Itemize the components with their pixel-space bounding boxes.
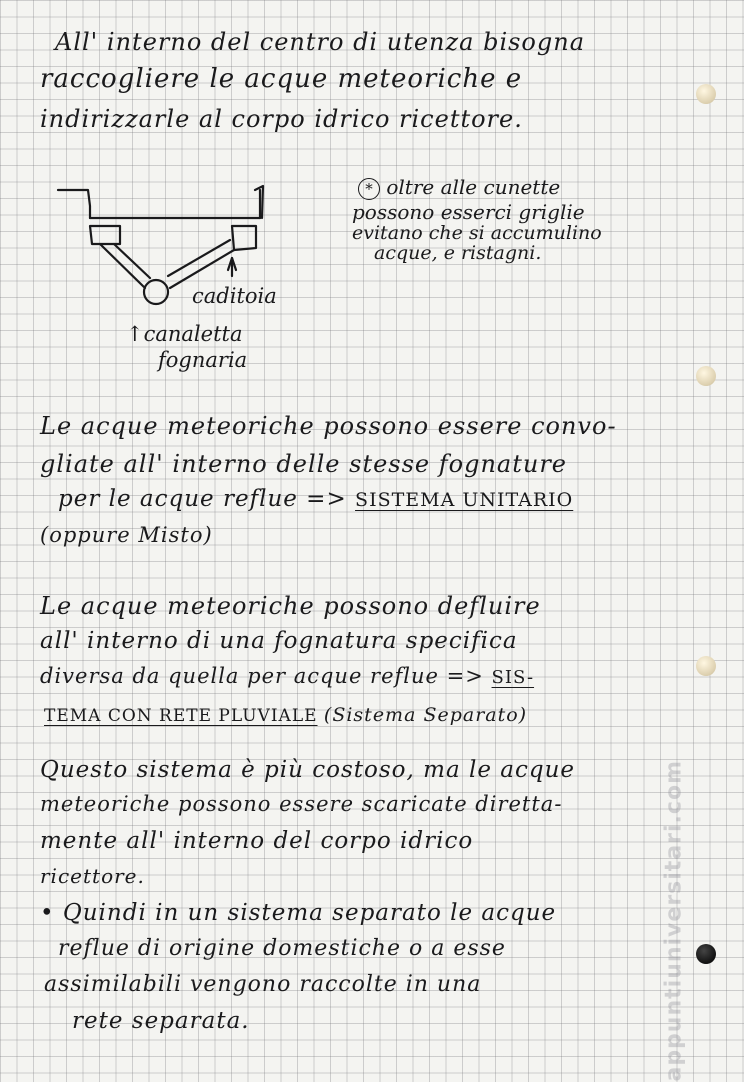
note-line: evitano che si accumulino (352, 222, 602, 244)
text-line: • Quindi in un sistema separato le acque (40, 900, 557, 926)
sistema-pluviale-term: SIS- (491, 667, 535, 688)
arrow-up-icon: ↑ (126, 322, 144, 346)
text-line: all' interno di una fognatura specifica (40, 628, 518, 654)
text-line: indirizzarle al corpo idrico ricettore. (40, 105, 523, 133)
note-line: possono esserci griglie (352, 200, 585, 224)
text-line (44, 704, 527, 726)
text-line: mente all' interno del corpo idrico (40, 828, 474, 854)
sistema-pluviale-term: TEMA CON RETE PLUVIALE (44, 706, 318, 726)
text-line: Questo sistema è più costoso, ma le acque (40, 757, 576, 783)
note-line: acque, e ristagni. (374, 242, 542, 264)
asterisk-circle-icon: * (358, 178, 380, 200)
canaletta-label-text: canaletta (143, 322, 243, 346)
text-fragment: diversa da quella per acque reflue => (40, 664, 484, 688)
text-line: All' interno del centro di utenza bisogna (55, 28, 586, 56)
text-line (58, 486, 573, 512)
text-line: rete separata. (72, 1008, 250, 1034)
fognaria-label: fognaria (158, 348, 248, 372)
text-fragment: per le acque reflue => (58, 486, 347, 512)
text-fragment: (Sistema Separato) (323, 704, 528, 726)
note-text: oltre alle cunette (386, 175, 561, 199)
binder-hole (696, 944, 716, 964)
sistema-unitario-term: SISTEMA UNITARIO (355, 489, 574, 511)
text-line (40, 664, 534, 688)
note-line (358, 175, 560, 200)
canaletta-label (126, 322, 242, 346)
text-line: meteoriche possono essere scaricate diretta- (40, 792, 563, 816)
binder-hole (696, 656, 716, 676)
text-line: raccogliere le acque meteoriche e (40, 64, 523, 94)
text-line: Le acque meteoriche possono defluire (40, 592, 541, 620)
watermark: appuntiuniversitari.com (662, 760, 687, 1082)
text-line: ricettore. (40, 864, 145, 888)
text-line: (oppure Misto) (40, 523, 213, 547)
caditoia-label: caditoia (192, 284, 277, 308)
text-line: Le acque meteoriche possono essere convo- (40, 412, 617, 440)
text-line: reflue di origine domestiche o a esse (58, 936, 506, 961)
binder-hole (696, 366, 716, 386)
binder-hole (696, 84, 716, 104)
text-line: assimilabili vengono raccolte in una (44, 972, 482, 997)
text-line: gliate all' interno delle stesse fognature (40, 450, 567, 478)
